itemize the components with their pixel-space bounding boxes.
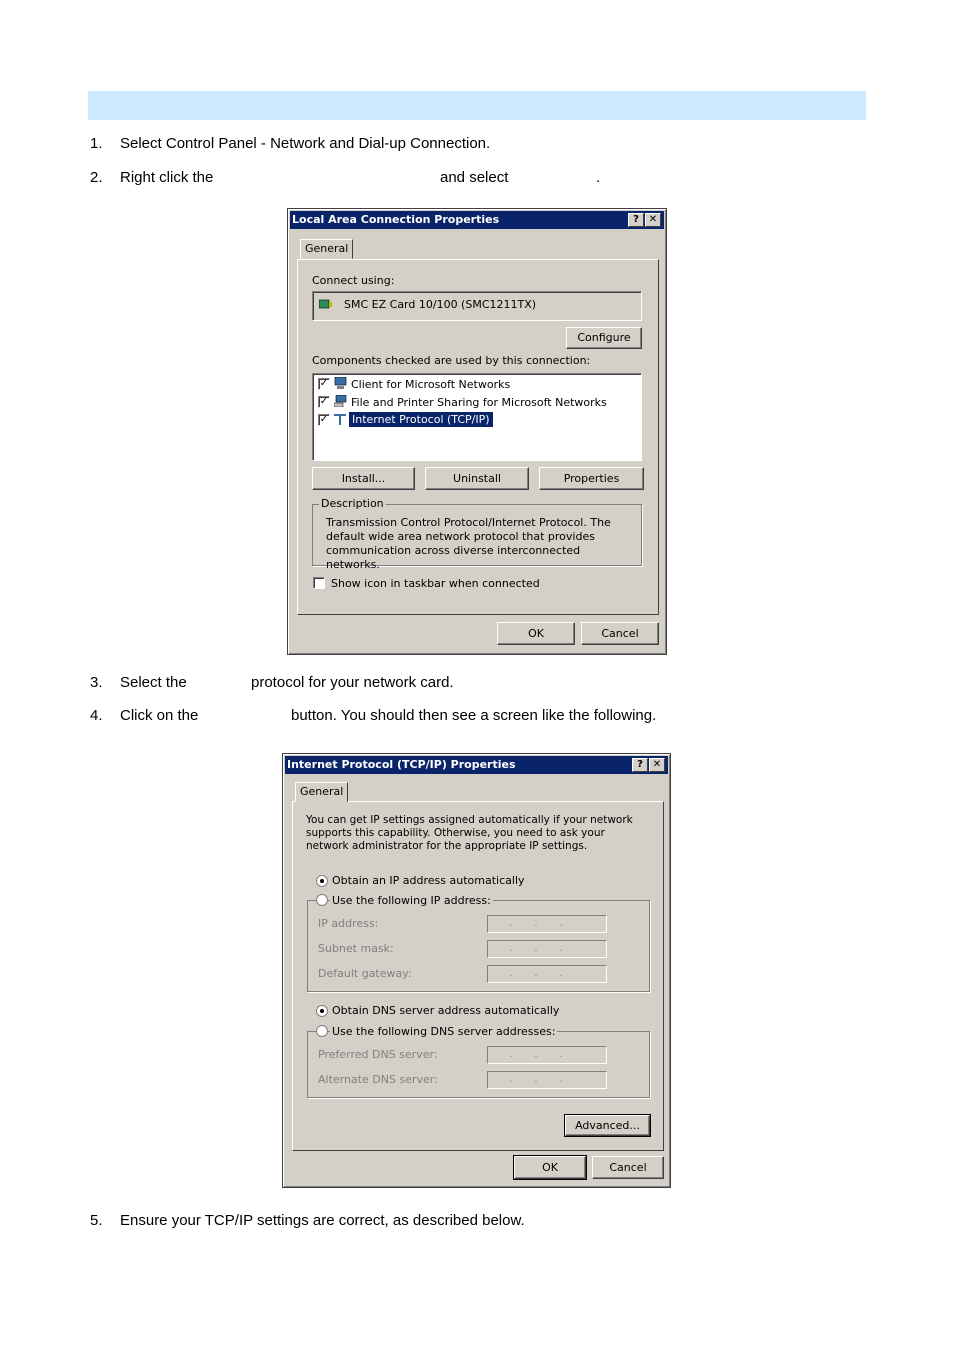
obtain-dns-label[interactable]: Obtain DNS server address automatically (332, 1004, 560, 1017)
component-checkbox[interactable]: ✓ (319, 378, 329, 389)
file-printer-sharing-icon (334, 395, 347, 407)
obtain-ip-radio[interactable] (316, 875, 328, 887)
preferred-dns-field[interactable]: ... (487, 1046, 607, 1064)
use-dns-label[interactable]: Use the following DNS server addresses: (332, 1025, 556, 1038)
ip-address-field[interactable]: ... (487, 915, 607, 933)
description-label: Description (321, 497, 384, 510)
alternate-dns-label: Alternate DNS server: (318, 1073, 438, 1086)
component-label[interactable]: File and Printer Sharing for Microsoft Networks (351, 396, 607, 409)
obtain-ip-label[interactable]: Obtain an IP address automatically (332, 874, 525, 887)
client-icon (334, 377, 347, 389)
show-icon-checkbox[interactable] (313, 577, 325, 589)
network-card-icon (319, 298, 332, 310)
components-label: Components checked are used by this connection: (312, 354, 591, 367)
ok-button[interactable]: OK (497, 622, 575, 645)
ip-address-label: IP address: (318, 917, 379, 930)
ok-button[interactable]: OK (514, 1156, 586, 1179)
use-ip-radio[interactable] (316, 894, 328, 906)
components-list[interactable] (312, 373, 642, 461)
component-label-selected[interactable]: Internet Protocol (TCP/IP) (349, 412, 493, 427)
description-text: Transmission Control Protocol/Internet Protocol. The default wide area network protocol that provides communication across diverse interconnected networks. (326, 516, 611, 571)
connect-using-label: Connect using: (312, 274, 395, 287)
lan-properties-dialog (287, 208, 667, 655)
adapter-name: SMC EZ Card 10/100 (SMC1211TX) (344, 298, 537, 311)
show-icon-label[interactable]: Show icon in taskbar when connected (331, 577, 540, 590)
protocol-icon (334, 413, 347, 425)
default-gateway-field[interactable]: ... (487, 965, 607, 983)
alternate-dns-field[interactable]: ... (487, 1071, 607, 1089)
properties-button[interactable]: Properties (539, 467, 644, 490)
install-button[interactable]: Install... (312, 467, 415, 490)
uninstall-button[interactable]: Uninstall (425, 467, 529, 490)
tcpip-properties-dialog (282, 753, 671, 1188)
component-checkbox[interactable]: ✓ (319, 396, 329, 407)
section-banner (88, 91, 866, 120)
use-dns-radio[interactable] (316, 1025, 328, 1037)
subnet-mask-label: Subnet mask: (318, 942, 394, 955)
advanced-button[interactable]: Advanced... (565, 1115, 650, 1136)
tab-general[interactable]: General (295, 782, 348, 802)
close-button[interactable]: ✕ (645, 213, 661, 227)
use-ip-label[interactable]: Use the following IP address: (332, 894, 491, 907)
subnet-mask-field[interactable]: ... (487, 940, 607, 958)
adapter-box (312, 291, 642, 321)
dialog-title: Internet Protocol (TCP/IP) Properties ? ✕ (285, 756, 668, 774)
cancel-button[interactable]: Cancel (592, 1156, 664, 1179)
help-button[interactable]: ? (628, 213, 644, 227)
obtain-dns-radio[interactable] (316, 1005, 328, 1017)
component-label[interactable]: Client for Microsoft Networks (351, 378, 511, 391)
help-button[interactable]: ? (632, 758, 648, 772)
dialog-title: Local Area Connection Properties ? ✕ (290, 211, 664, 229)
default-gateway-label: Default gateway: (318, 967, 412, 980)
tab-general[interactable]: General (300, 239, 353, 259)
component-checkbox[interactable]: ✓ (319, 414, 329, 425)
cancel-button[interactable]: Cancel (581, 622, 659, 645)
intro-text: You can get IP settings assigned automatically if your network supports this capability. Otherwise, you need to ask your network administrator for the appropriate IP settings. (306, 814, 633, 852)
configure-button[interactable]: Configure (566, 327, 642, 349)
close-button[interactable]: ✕ (649, 758, 665, 772)
preferred-dns-label: Preferred DNS server: (318, 1048, 438, 1061)
